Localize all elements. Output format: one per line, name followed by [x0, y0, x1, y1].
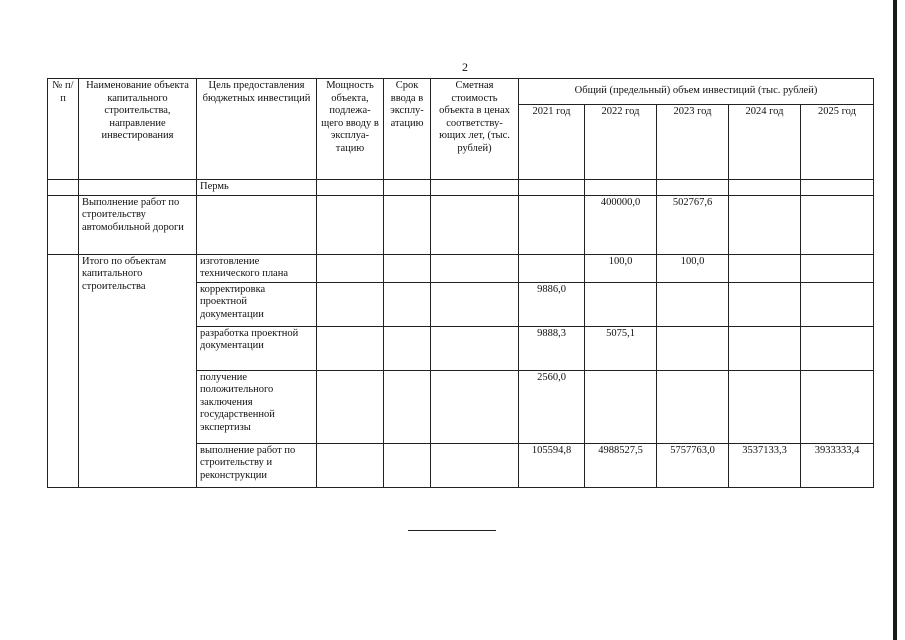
cell-empty: [317, 326, 384, 370]
cell-empty: [79, 180, 197, 196]
cell-empty: [585, 180, 657, 196]
value-2024: [729, 282, 801, 326]
value-2024: [729, 254, 801, 282]
goal-cell: изготовление технического плана: [197, 254, 317, 282]
goal-cell: разработка проектной документации: [197, 326, 317, 370]
value-2024: [729, 370, 801, 443]
value-2023: 5757763,0: [657, 443, 729, 487]
cell-empty: [48, 254, 79, 487]
header-year-2023: 2023 год: [657, 105, 729, 180]
road-object-name: Выполнение работ по строительству автомобильной дороги: [79, 195, 197, 254]
cell-empty: [431, 254, 519, 282]
scan-edge: [893, 0, 897, 640]
table-row: [48, 254, 874, 282]
header-term: Срок ввода в эксплу-атацию: [384, 79, 431, 180]
value-2023: [657, 370, 729, 443]
value-2021: [519, 254, 585, 282]
cell-empty: [384, 370, 431, 443]
cell-empty: [384, 180, 431, 196]
cell-empty: [317, 443, 384, 487]
road-2023: 502767,6: [657, 195, 729, 254]
value-2022: 5075,1: [585, 326, 657, 370]
total-group-name: Итого по объектам капитального строительства: [79, 254, 197, 487]
value-2022: 100,0: [585, 254, 657, 282]
city-label: Пермь: [197, 180, 317, 196]
cell-empty: [197, 195, 317, 254]
value-2022: 4988527,5: [585, 443, 657, 487]
cell-empty: [431, 195, 519, 254]
value-2024: [729, 326, 801, 370]
value-2022: [585, 370, 657, 443]
header-capacity: Мощность объекта, подлежа-щего вводу в эксплуа-тацию: [317, 79, 384, 180]
road-2022: 400000,0: [585, 195, 657, 254]
header-num: № п/п: [48, 79, 79, 180]
header-object-name: Наименование объекта капитального строительства, направление инвестирования: [79, 79, 197, 180]
cell-empty: [317, 282, 384, 326]
header-estimate: Сметная стоимость объекта в ценах соответству-ющих лет, (тыс. рублей): [431, 79, 519, 180]
cell-empty: [317, 180, 384, 196]
cell-empty: [801, 180, 874, 196]
header-investments: Общий (предельный) объем инвестиций (тыс. рублей): [519, 79, 874, 105]
value-2021: 9886,0: [519, 282, 585, 326]
cell-empty: [729, 180, 801, 196]
value-2025: 3933333,4: [801, 443, 874, 487]
cell-empty: [519, 180, 585, 196]
value-2025: [801, 370, 874, 443]
cell-empty: [48, 180, 79, 196]
value-2021: 105594,8: [519, 443, 585, 487]
value-2023: [657, 326, 729, 370]
cell-empty: [48, 195, 79, 254]
value-2021: 9888,3: [519, 326, 585, 370]
goal-cell: выполнение работ по строительству и реконструкции: [197, 443, 317, 487]
cell-empty: [431, 370, 519, 443]
cell-empty: [431, 180, 519, 196]
cell-empty: [657, 180, 729, 196]
cell-empty: [431, 282, 519, 326]
header-year-2024: 2024 год: [729, 105, 801, 180]
cell-empty: [317, 370, 384, 443]
cell-empty: [384, 282, 431, 326]
header-year-2021: 2021 год: [519, 105, 585, 180]
road-2021: [519, 195, 585, 254]
cell-empty: [431, 326, 519, 370]
value-2025: [801, 282, 874, 326]
road-2025: [801, 195, 874, 254]
cell-empty: [384, 326, 431, 370]
investment-table: [47, 78, 874, 488]
value-2023: 100,0: [657, 254, 729, 282]
cell-empty: [384, 443, 431, 487]
goal-cell: корректировка проектной документации: [197, 282, 317, 326]
value-2024: 3537133,3: [729, 443, 801, 487]
header-year-2025: 2025 год: [801, 105, 874, 180]
cell-empty: [384, 195, 431, 254]
closing-line: [408, 530, 496, 531]
value-2021: 2560,0: [519, 370, 585, 443]
header-year-2022: 2022 год: [585, 105, 657, 180]
cell-empty: [317, 254, 384, 282]
page-number: 2: [462, 60, 468, 74]
cell-empty: [384, 254, 431, 282]
road-2024: [729, 195, 801, 254]
header-goal: Цель предоставления бюджетных инвестиций: [197, 79, 317, 180]
cell-empty: [317, 195, 384, 254]
value-2025: [801, 326, 874, 370]
value-2025: [801, 254, 874, 282]
value-2023: [657, 282, 729, 326]
value-2022: [585, 282, 657, 326]
cell-empty: [431, 443, 519, 487]
table-row: [48, 195, 874, 254]
goal-cell: получение положительного заключения государственной экспертизы: [197, 370, 317, 443]
